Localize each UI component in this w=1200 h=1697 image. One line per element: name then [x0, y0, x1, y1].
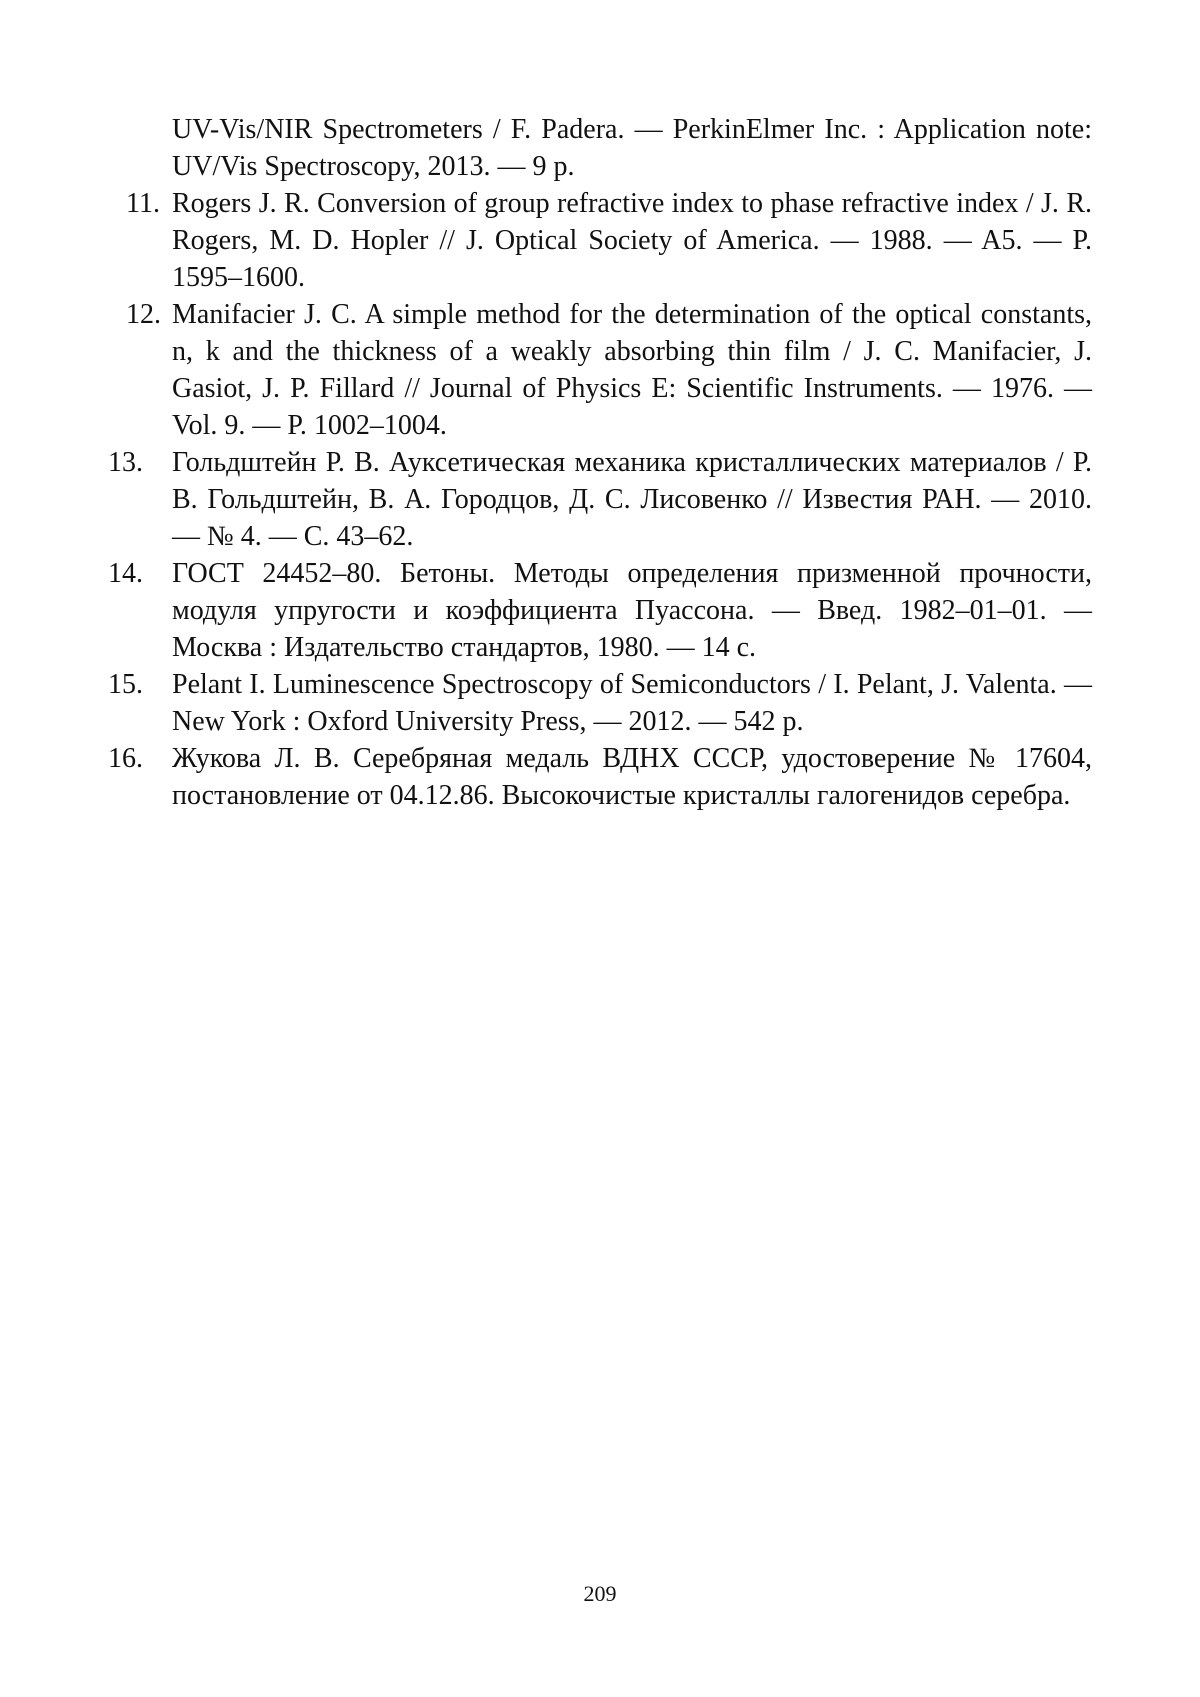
reference-number: 12. — [126, 299, 161, 330]
reference-text: Гольдштейн Р. В. Ауксетическая механика кристаллических материалов / Р. В. Гольдштейн, В. А. Городцов, Д. С. Лисовенко // Известия РАН. — 2010. — № 4. — С. 43–62. — [172, 447, 1092, 552]
reference-number: 13. — [108, 447, 143, 478]
reference-item-16 — [108, 740, 1092, 814]
reference-item-continued — [172, 111, 1092, 185]
reference-number: 16. — [108, 743, 143, 774]
page-number: 209 — [583, 1581, 617, 1606]
reference-item-13 — [108, 444, 1092, 555]
reference-list — [108, 111, 1092, 814]
reference-number: 15. — [108, 669, 143, 700]
reference-text: Pelant I. Luminescence Spectroscopy of Semiconductors / I. Pelant, J. Valenta. — New York : Oxford University Press, — 2012. — 542 p. — [172, 669, 1092, 737]
reference-text: UV-Vis/NIR Spectrometers / F. Padera. — PerkinElmer Inc. : Application note: UV/Vis Spectroscopy, 2013. — 9 p. — [172, 114, 1092, 182]
reference-text: Rogers J. R. Conversion of group refractive index to phase refractive index / J. R. Rogers, M. D. Hopler // J. Optical Society of America. — 1988. — A5. — P. 1595–1600. — [172, 188, 1092, 293]
reference-text: ГОСТ 24452–80. Бетоны. Методы определения призменной прочности, модуля упругости и коэффициента Пуассона. — Введ. 1982–01–01. — Москва : Издательство стандартов, 1980. — 14 с. — [172, 558, 1092, 663]
reference-number: 11. — [126, 188, 160, 219]
reference-number: 14. — [108, 558, 143, 589]
reference-text: Жукова Л. В. Серебряная медаль ВДНХ СССР, удостоверение № 17604, постановление от 04.12.86. Высокочистые кристаллы галогенидов серебра. — [172, 743, 1092, 811]
reference-item-11 — [126, 185, 1092, 296]
reference-item-14 — [108, 555, 1092, 666]
reference-text: Manifacier J. C. A simple method for the determination of the optical constants, n, k and the thickness of a weakly absorbing thin film / J. C. Manifacier, J. Gasiot, J. P. Fillard // Journal of Physics E: Scientific Instruments. — 1976. — Vol. 9. — P. 1002–1004. — [172, 299, 1092, 441]
reference-item-15 — [108, 666, 1092, 740]
reference-item-12 — [126, 296, 1092, 444]
